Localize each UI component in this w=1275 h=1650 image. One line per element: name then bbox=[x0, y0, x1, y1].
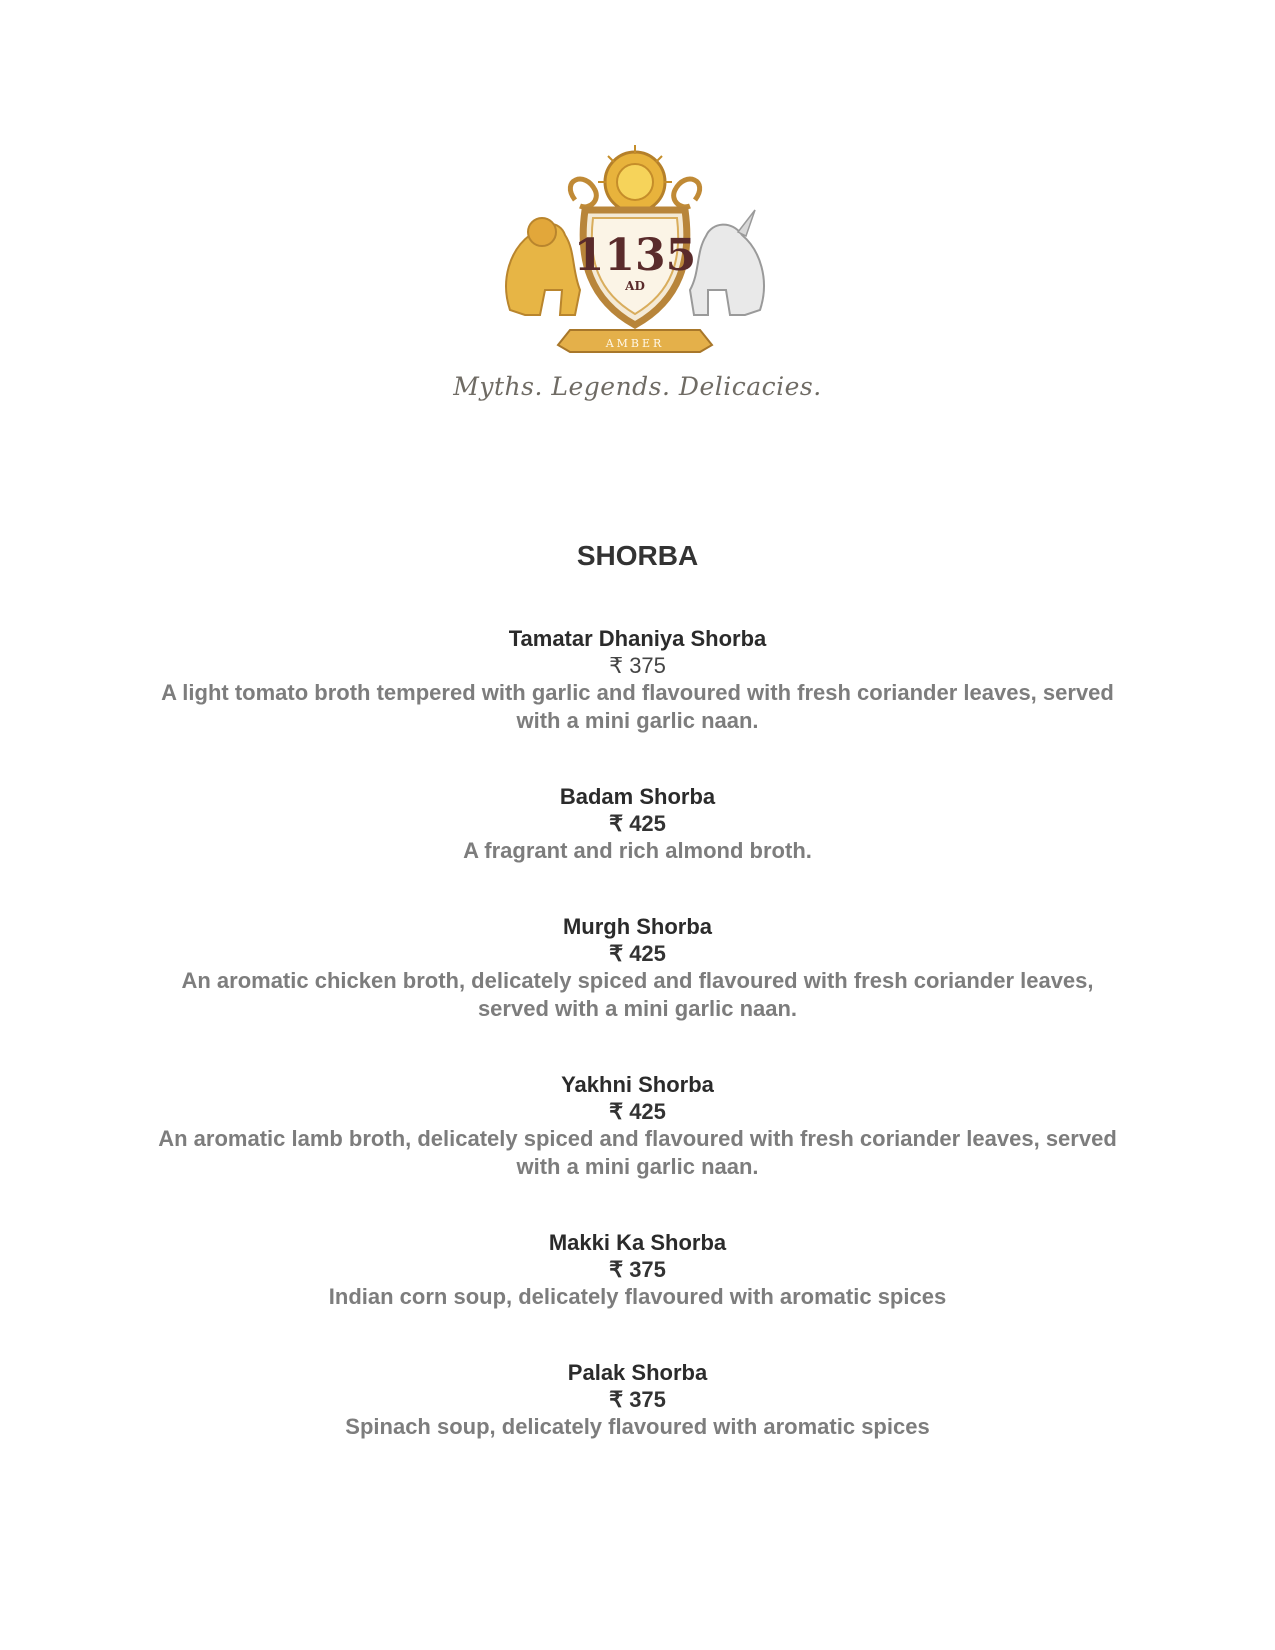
restaurant-logo bbox=[0, 140, 1275, 410]
item-price: ₹ 375 bbox=[609, 1257, 666, 1282]
menu-item bbox=[0, 625, 1275, 735]
item-description: An aromatic chicken broth, delicately spiced and flavoured with fresh coriander leaves, served with a mini garlic naan. bbox=[181, 968, 1094, 1021]
svg-text:AD: AD bbox=[625, 279, 645, 293]
item-description: A fragrant and rich almond broth. bbox=[463, 838, 812, 863]
menu-list bbox=[0, 625, 1275, 1489]
svg-text:AMBER: AMBER bbox=[605, 337, 665, 350]
menu-item bbox=[0, 1359, 1275, 1441]
logo-tagline: Myths. Legends. Delicacies. bbox=[453, 372, 822, 401]
item-price: ₹ 425 bbox=[609, 941, 666, 966]
item-name: Palak Shorba bbox=[567, 1360, 708, 1385]
item-price: ₹ 375 bbox=[609, 653, 666, 678]
item-description: A light tomato broth tempered with garlic and flavoured with fresh coriander leaves, served with a mini garlic naan. bbox=[161, 680, 1114, 733]
item-name: Murgh Shorba bbox=[562, 914, 713, 939]
item-description: An aromatic lamb broth, delicately spiced and flavoured with fresh coriander leaves, served with a mini garlic naan. bbox=[158, 1126, 1117, 1179]
item-price: ₹ 425 bbox=[609, 811, 666, 836]
menu-item bbox=[0, 783, 1275, 865]
item-price: ₹ 425 bbox=[609, 1099, 666, 1124]
item-description: Spinach soup, delicately flavoured with aromatic spices bbox=[345, 1414, 930, 1439]
item-description: Indian corn soup, delicately flavoured with aromatic spices bbox=[328, 1284, 947, 1309]
item-price: ₹ 375 bbox=[609, 1387, 666, 1412]
crest-emblem-icon bbox=[480, 140, 790, 370]
item-name: Tamatar Dhaniya Shorba bbox=[508, 626, 767, 651]
item-name: Yakhni Shorba bbox=[561, 1072, 714, 1097]
item-name: Makki Ka Shorba bbox=[548, 1230, 727, 1255]
section-title: SHORBA bbox=[576, 540, 699, 571]
svg-text:1135: 1135 bbox=[573, 230, 697, 281]
menu-item bbox=[0, 1229, 1275, 1311]
menu-item bbox=[0, 1071, 1275, 1181]
item-name: Badam Shorba bbox=[559, 784, 716, 809]
menu-item bbox=[0, 913, 1275, 1023]
